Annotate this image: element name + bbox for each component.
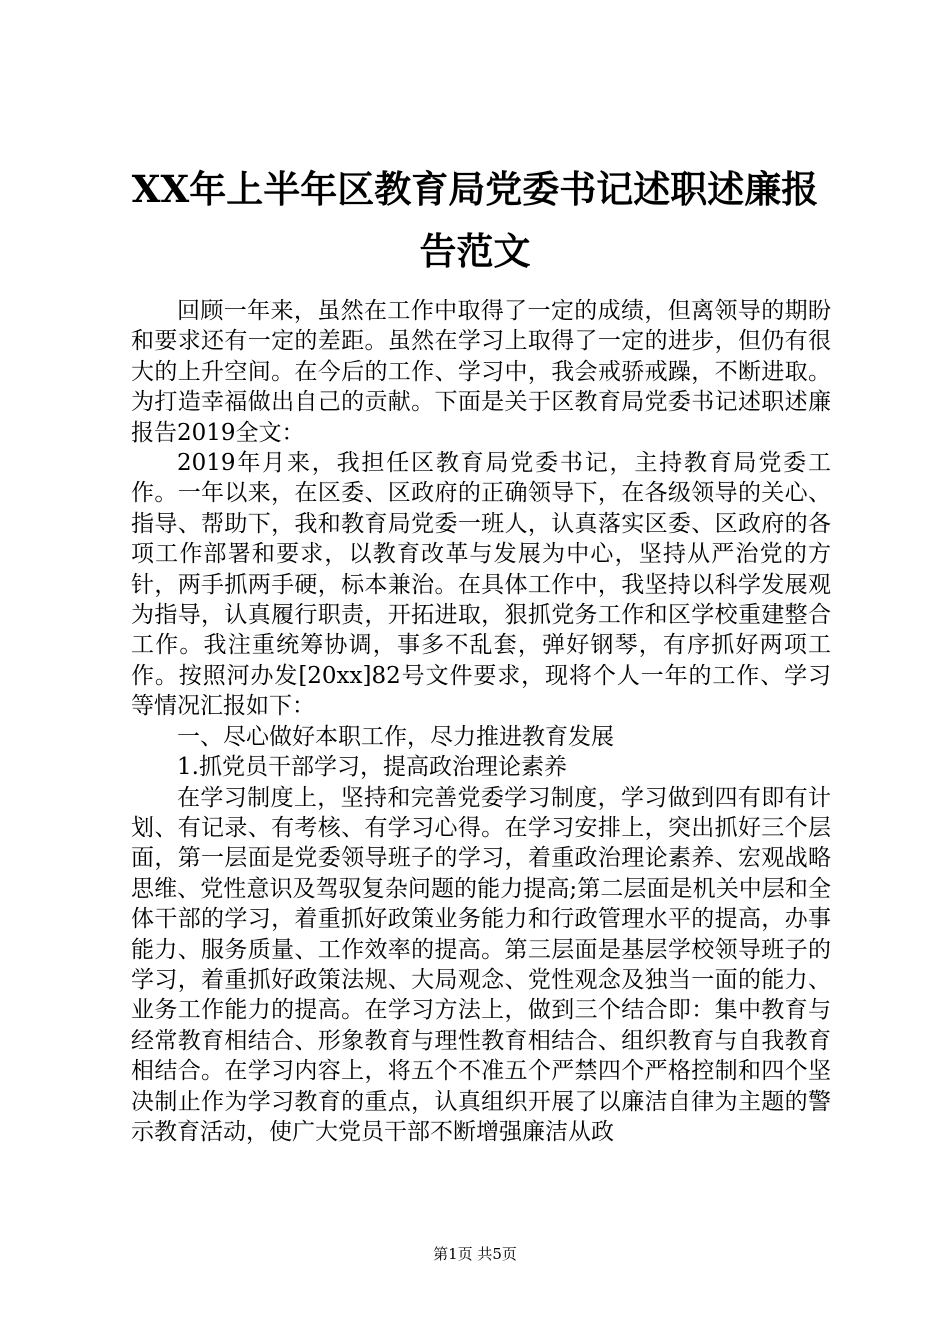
section-heading: 一、尽心做好本职工作，尽力推进教育发展 <box>177 723 614 750</box>
paragraph-study: 在学习制度上，坚持和完善党委学习制度，学习做到四有即有计划、有记录、有考核、有学习心得。在学习安排上，突出抓好三个层面，第一层面是党委领导班子的学习，着重政治理论素养、宏观战略思维、党性意识及驾驭复杂问题的能力提高;第二层面是机关中层和全体干部的学习，着重抓好政策业务能力和行政管理水平的提高，办事能力、服务质量、工作效率的提高。第三层面是基层学校领导班子的学习，着重抓好政策法规、大局观念、党性观念及独当一面的能力、业务工作能力的提高。在学习方法上，做到三个结合即：集中教育与经常教育相结合、形象教育与理性教育相结合、组织教育与自我教育相结合。在学习内容上，将五个不准五个严禁四个严格控制和四个坚决制止作为学习教育的重点，认真组织开展了以廉洁自律为主题的警示教育活动，使广大党员干部不断增强廉洁从政 <box>131 784 831 1145</box>
document-title: XX年上半年区教育局党委书记述职述廉报告范文 <box>131 167 819 273</box>
paragraph-overview: 2019年月来，我担任区教育局党委书记，主持教育局党委工作。一年以来，在区委、区政府的正确领导下，在各级领导的关心、指导、帮助下，我和教育局党委一班人，认真落实区委、区政府的各项工作部署和要求，以教育改革与发展为中心，坚持从严治党的方针，两手抓两手硬，标本兼治。在具体工作中，我坚持以科学发展观为指导，认真履行职责，开拓进取，狠抓党务工作和区学校重建整合工作。我注重统筹协调，事多不乱套，弹好钢琴，有序抓好两项工作。按照河办发[20xx]82号文件要求，现将个人一年的工作、学习等情况汇报如下： <box>131 450 831 720</box>
subsection-heading: 1.抓党员干部学习，提高政治理论素养 <box>177 754 567 781</box>
document-body <box>131 296 831 1147</box>
page-number-footer: 第1页 共5页 <box>433 1245 517 1263</box>
paragraph-intro: 回顾一年来，虽然在工作中取得了一定的成绩，但离领导的期盼和要求还有一定的差距。虽然在学习上取得了一定的进步，但仍有很大的上升空间。在今后的工作、学习中，我会戒骄戒躁，不断进取。为打造幸福做出自己的贡献。下面是关于区教育局党委书记述职述廉报告2019全文： <box>131 298 831 446</box>
